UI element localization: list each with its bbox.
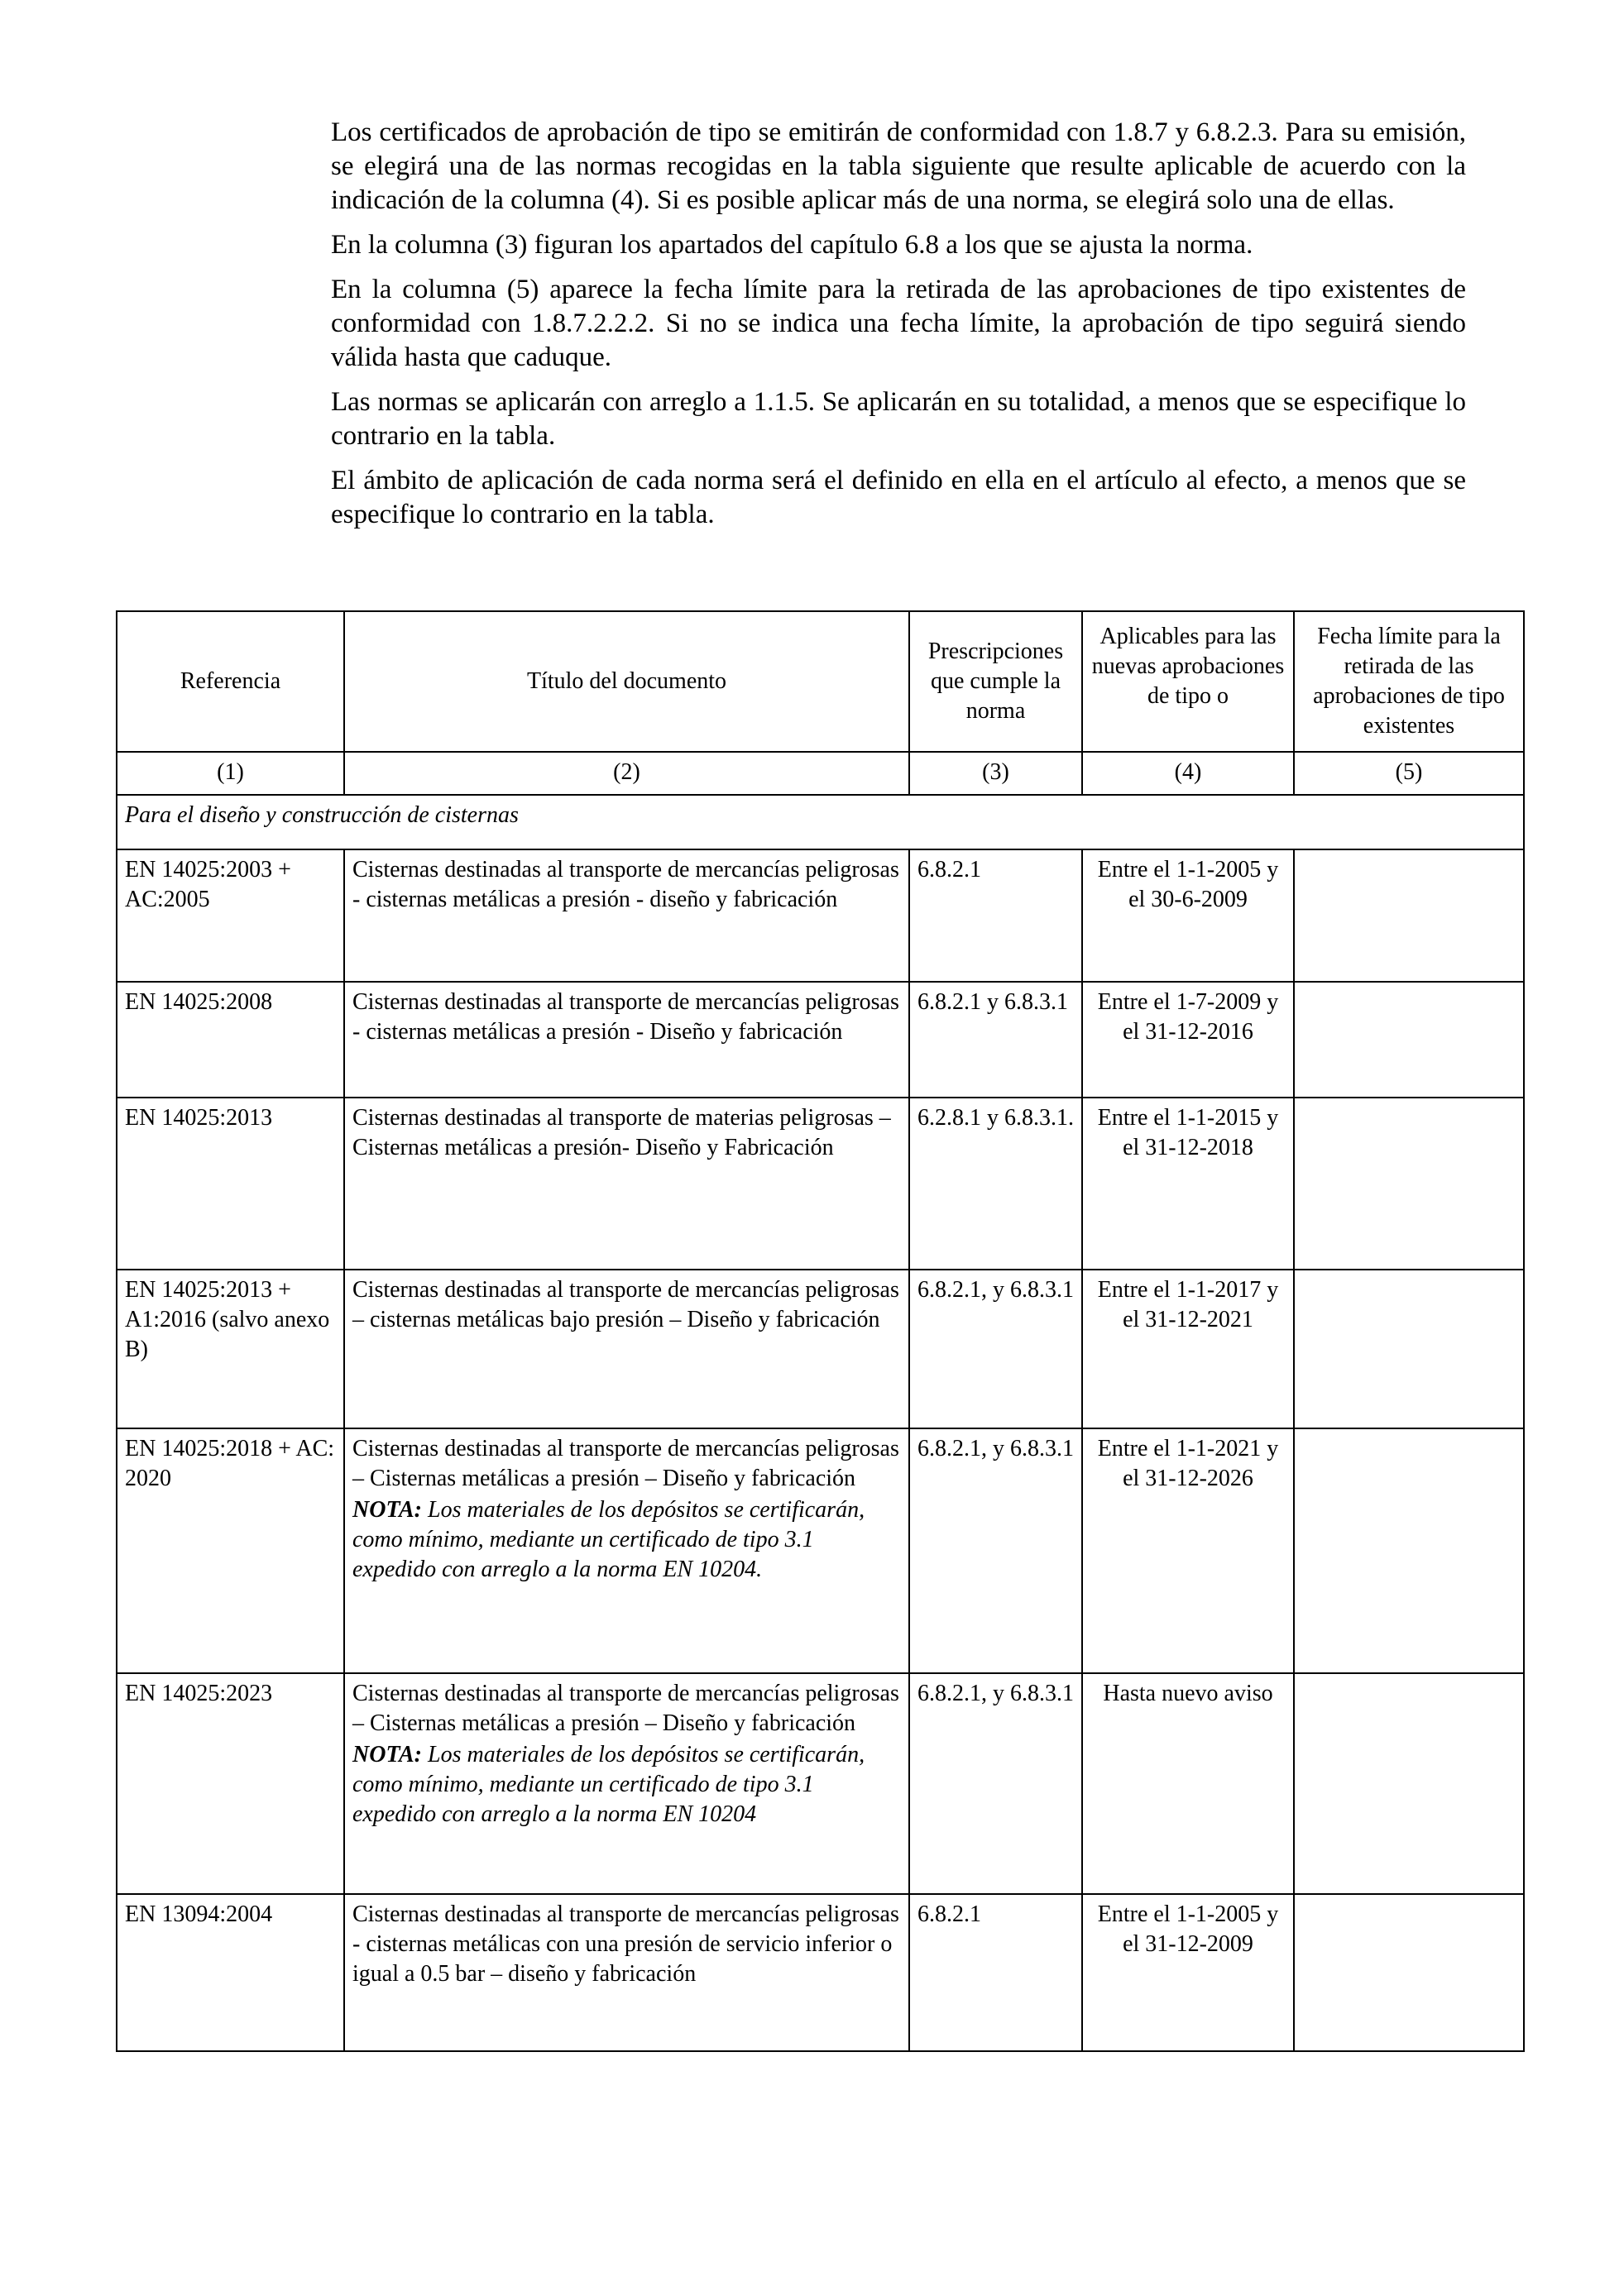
title-text: Cisternas destinadas al transporte de mercancías peligrosas - cisternas metálicas a presión - Diseño y fabricación [352,989,899,1045]
title-text: Cisternas destinadas al transporte de mercancías peligrosas – Cisternas metálicas a presión – Diseño y fabricación [352,1681,899,1736]
cell-req: 6.2.8.1 y 6.8.3.1. [909,1098,1082,1270]
note-text: Los materiales de los depósitos se certificarán, como mínimo, mediante un certificado de tipo 3.1 expedido con arreglo a la norma EN 10204. [352,1497,865,1582]
table-row [117,849,1524,982]
intro-paragraph: En la columna (5) aparece la fecha límite para la retirada de las aprobaciones de tipo existentes de conformidad con 1.8.7.2.2.2. Si no se indica una fecha límite, la aprobación de tipo seguirá siendo válida hasta que caduque. [331,275,1466,372]
table-header-row [117,611,1524,752]
col-number: (1) [117,752,344,795]
intro-text [331,116,1466,543]
header-prescripciones: Prescripciones que cumple la norma [909,611,1082,752]
cell-applicable: Entre el 1-1-2015 y el 31-12-2018 [1082,1098,1294,1270]
cell-req: 6.8.2.1 [909,1894,1082,2051]
note [352,1495,901,1585]
cell-title [344,1098,909,1270]
note-text: Los materiales de los depósitos se certificarán, como mínimo, mediante un certificado de tipo 3.1 expedido con arreglo a la norma EN 10204 [352,1742,865,1827]
cell-title [344,1270,909,1428]
note-label: NOTA: [352,1497,422,1523]
col-number: (4) [1082,752,1294,795]
table-row [117,1098,1524,1270]
cell-applicable: Entre el 1-1-2017 y el 31-12-2021 [1082,1270,1294,1428]
cell-applicable: Entre el 1-7-2009 y el 31-12-2016 [1082,982,1294,1098]
table-row [117,1894,1524,2051]
cell-deadline [1294,1673,1524,1894]
cell-req: 6.8.2.1, y 6.8.3.1 [909,1673,1082,1894]
cell-deadline [1294,1894,1524,2051]
cell-req: 6.8.2.1, y 6.8.3.1 [909,1428,1082,1673]
table-row [117,1428,1524,1673]
header-titulo: Título del documento [344,611,909,752]
note-label: NOTA: [352,1742,422,1767]
cell-ref: EN 14025:2013 [117,1098,344,1270]
header-fecha-limite: Fecha límite para la retirada de las aprobaciones de tipo existentes [1294,611,1524,752]
cell-title [344,1428,909,1673]
header-aplicables-text: Aplicables para las nuevas aprobaciones de tipo o [1091,624,1285,709]
cell-deadline [1294,1270,1524,1428]
intro-paragraph: En la columna (3) figuran los apartados del capítulo 6.8 a los que se ajusta la norma. [331,230,1253,260]
section-title: Para el diseño y construcción de cisternas [117,795,1524,849]
header-referencia: Referencia [117,611,344,752]
title-text: Cisternas destinadas al transporte de mercancías peligrosas – Cisternas metálicas a presión – Diseño y fabricación [352,1436,899,1491]
cell-title [344,982,909,1098]
column-number-row [117,752,1524,795]
cell-ref: EN 13094:2004 [117,1894,344,2051]
title-text: Cisternas destinadas al transporte de mercancías peligrosas – cisternas metálicas bajo presión – Diseño y fabricación [352,1277,899,1332]
cell-title [344,1894,909,2051]
cell-deadline [1294,849,1524,982]
cell-title [344,849,909,982]
cell-applicable: Entre el 1-1-2021 y el 31-12-2026 [1082,1428,1294,1673]
table-row [117,982,1524,1098]
col-number: (3) [909,752,1082,795]
cell-ref: EN 14025:2003 + AC:2005 [117,849,344,982]
cell-applicable: Entre el 1-1-2005 y el 31-12-2009 [1082,1894,1294,2051]
title-text: Cisternas destinadas al transporte de mercancías peligrosas - cisternas metálicas con una presión de servicio inferior o igual a 0.5 bar – diseño y fabricación [352,1901,899,1987]
cell-title [344,1673,909,1894]
standards-table [116,610,1525,2052]
intro-paragraph: Las normas se aplicarán con arreglo a 1.1.5. Se aplicarán en su totalidad, a menos que se especifique lo contrario en la tabla. [331,387,1466,451]
cell-deadline [1294,1428,1524,1673]
title-text: Cisternas destinadas al transporte de mercancías peligrosas - cisternas metálicas a presión - diseño y fabricación [352,857,899,912]
cell-ref: EN 14025:2008 [117,982,344,1098]
cell-ref: EN 14025:2018 + AC: 2020 [117,1428,344,1673]
cell-req: 6.8.2.1 [909,849,1082,982]
cell-req: 6.8.2.1, y 6.8.3.1 [909,1270,1082,1428]
cell-applicable: Hasta nuevo aviso [1082,1673,1294,1894]
cell-deadline [1294,982,1524,1098]
cell-ref: EN 14025:2013 + A1:2016 (salvo anexo B) [117,1270,344,1428]
cell-req: 6.8.2.1 y 6.8.3.1 [909,982,1082,1098]
table-row [117,1673,1524,1894]
header-aplicables [1082,611,1294,752]
col-number: (5) [1294,752,1524,795]
section-row [117,795,1524,849]
cell-ref: EN 14025:2023 [117,1673,344,1894]
cell-applicable: Entre el 1-1-2005 y el 30-6-2009 [1082,849,1294,982]
intro-paragraph: Los certificados de aprobación de tipo se emitirán de conformidad con 1.8.7 y 6.8.2.3. Para su emisión, se elegirá una de las normas recogidas en la tabla siguiente que resulte aplicable de acuerdo con la indicación de la columna (4). Si es posible aplicar más de una norma, se elegirá solo una de ellas. [331,117,1466,215]
title-text: Cisternas destinadas al transporte de materias peligrosas – Cisternas metálicas a presión- Diseño y Fabricación [352,1105,891,1160]
note [352,1740,901,1830]
cell-deadline [1294,1098,1524,1270]
table-row [117,1270,1524,1428]
intro-paragraph: El ámbito de aplicación de cada norma será el definido en ella en el artículo al efecto, a menos que se especifique lo contrario en la tabla. [331,466,1466,529]
col-number: (2) [344,752,909,795]
